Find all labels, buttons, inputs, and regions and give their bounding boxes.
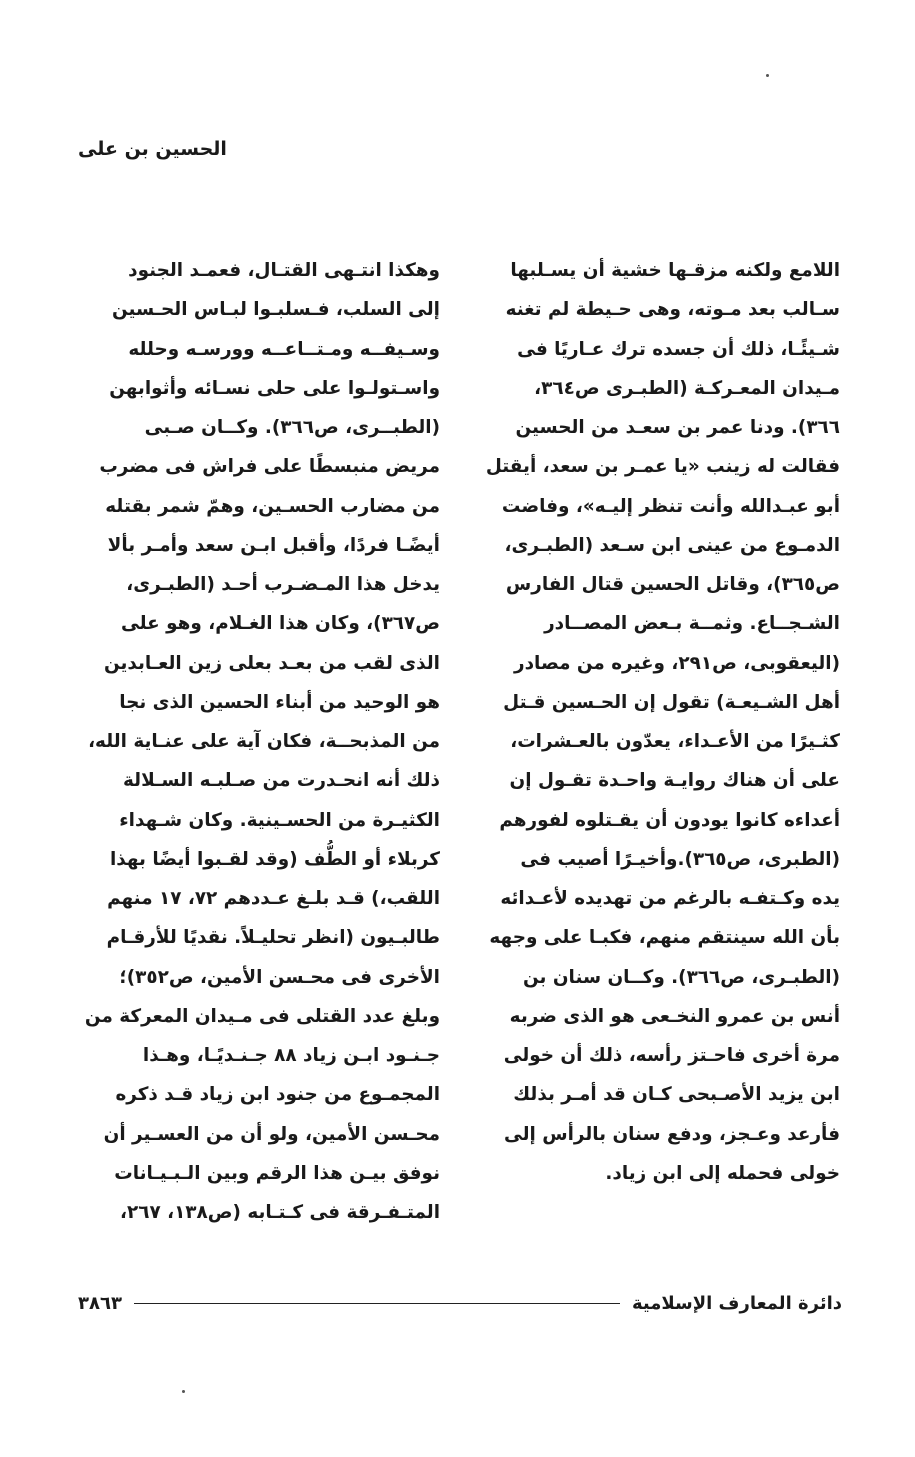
footer-rule bbox=[134, 1303, 620, 1304]
text-line: ٣٦٦). ودنا عمر بن سعـد من الحسين bbox=[515, 417, 840, 438]
text-line: طالبـيون (انظر تحليـلاً. نقديًا للأرقـام bbox=[106, 927, 440, 949]
text-line: الذى لقب من بعـد بعلى زين العـابدين bbox=[103, 652, 440, 674]
page-number: ٣٨٦٣ bbox=[78, 1292, 122, 1314]
text-line: نوفق بيـن هذا الرقم وبين الـبـيـانات bbox=[114, 1162, 440, 1184]
text-line: المجمـوع من جنود ابن زياد قـد ذكره bbox=[115, 1084, 440, 1106]
text-line: (الطبــرى، ص٣٦٦). وكــان صـبى bbox=[144, 417, 440, 438]
text-line: اللامع ولكنه مزقـها خشية أن يسـلبها bbox=[510, 260, 840, 281]
page-footer bbox=[78, 1288, 842, 1318]
text-line: (الطبرى، ص٣٦٥).وأخيـرًا أصيب فى bbox=[520, 848, 840, 870]
text-line: اللقب،) قـد بلـغ عـددهم ٧٢، ١٧ منهم bbox=[107, 888, 440, 909]
text-line: كثـيرًا من الأعـداء، يعدّون بالعـشرات، bbox=[510, 731, 840, 752]
text-line: بأن الله سينتقم منهم، فكبـا على وجهه bbox=[489, 927, 840, 949]
footer-publication-title: دائرة المعارف الإسلامية bbox=[631, 1292, 842, 1314]
text-line: من المذبحــة، فكان آية على عنـاية الله، bbox=[88, 731, 440, 752]
text-line: خولى فحمله إلى ابن زياد. bbox=[605, 1162, 840, 1184]
text-line: من مضارب الحسـين، وهمّ شمر بقتله bbox=[105, 495, 440, 517]
text-line: الشـجــاع. وثمــة بـعض المصــادر bbox=[544, 613, 840, 635]
text-line: أهل الشـيعـة) تقول إن الحـسين قـتل bbox=[503, 691, 840, 713]
text-line: سـالب بعد مـوته، وهى حـيطة لم تغنه bbox=[505, 299, 840, 321]
text-line: مرة أخرى فاحـتز رأسه، ذلك أن خولى bbox=[503, 1045, 840, 1066]
text-line: وبلغ عدد القتلى فى مـيدان المعركة من bbox=[84, 1005, 440, 1027]
text-line: أنس بن عمرو النخـعى هو الذى ضربه bbox=[509, 1005, 840, 1027]
text-line: وهكذا انتـهى القتـال، فعمـد الجنود bbox=[128, 260, 440, 281]
running-head-title: الحسين بن على bbox=[78, 138, 227, 160]
text-line: الدمـوع من عينى ابن سـعد (الطبـرى، bbox=[504, 534, 840, 556]
text-line: ص٣٦٧)، وكان هذا الغـلام، وهو على bbox=[121, 613, 440, 635]
text-line: مـيدان المعـركـة (الطبـرى ص٣٦٤، bbox=[534, 377, 840, 399]
text-line: شـيئًـا، ذلك أن جسده ترك عـاريًا فى bbox=[517, 338, 840, 360]
text-line: هو الوحيد من أبناء الحسين الذى نجا bbox=[119, 691, 440, 713]
text-column-left bbox=[78, 251, 440, 1232]
text-line: جـنـود ابـن زياد ٨٨ جـنـديًـا، وهـذا bbox=[142, 1045, 440, 1066]
text-line: فأرعد وعـجز، ودفع سنان بالرأس إلى bbox=[503, 1123, 840, 1145]
text-line: كربلاء أو الطُّف (وقد لقـبوا أيضًا بهذا bbox=[109, 848, 440, 870]
text-line: ذلك أنه انحـدرت من صـلبـه السـلالة bbox=[123, 770, 440, 792]
text-line: الأخرى فى محـسن الأمين، ص٣٥٢)؛ bbox=[119, 966, 440, 988]
text-line: على أن هناك روايـة واحـدة تقـول إن bbox=[509, 770, 840, 792]
text-line: فقالت له زينب «يا عمـر بن سعد، أيقتل bbox=[485, 456, 840, 478]
text-line: أعداءه كانوا يودون أن يقـتلوه لفورهم bbox=[499, 809, 840, 831]
text-line: المتـفـرقة فى كـتـابه (ص١٣٨، ٢٦٧، bbox=[120, 1202, 440, 1223]
text-line: (اليعقوبى، ص٢٩١، وغيره من مصادر bbox=[514, 652, 840, 674]
text-line: ابن يزيد الأصـبحى كـان قد أمـر بذلك bbox=[513, 1084, 840, 1106]
scan-speck bbox=[766, 74, 769, 77]
text-line: أبو عبـدالله وأنت تنظر إليـه»، وفاضت bbox=[501, 495, 840, 517]
text-line: الكثيـرة من الحسـينية. وكان شـهداء bbox=[119, 809, 440, 831]
text-line: ص٣٦٥)، وقاتل الحسين قتال الفارس bbox=[505, 574, 840, 595]
text-line: محـسن الأمين، ولو أن من العسـير أن bbox=[103, 1123, 440, 1145]
text-column-right bbox=[478, 251, 840, 1193]
text-line: يده وكـتفـه بالرغم من تهديده لأعـدائه bbox=[500, 888, 840, 909]
scan-speck bbox=[182, 1390, 185, 1393]
text-line: إلى السلب، فـسلبـوا لبـاس الحـسين bbox=[112, 299, 440, 321]
text-line: أيضًـا فردًا، وأقبل ابـن سعد وأمـر بألا bbox=[107, 534, 440, 556]
text-line: يدخل هذا المـضـرب أحـد (الطبـرى، bbox=[126, 574, 440, 595]
text-line: (الطبـرى، ص٣٦٦). وكــان سنان بن bbox=[523, 966, 840, 988]
text-line: واسـتولـوا على حلى نسـائه وأثوابهن bbox=[109, 377, 440, 399]
text-line: وسـيفــه ومـتــاعــه وورسـه وحلله bbox=[128, 338, 440, 360]
text-line: مريض منبسطًا على فراش فى مضرب bbox=[99, 456, 440, 478]
